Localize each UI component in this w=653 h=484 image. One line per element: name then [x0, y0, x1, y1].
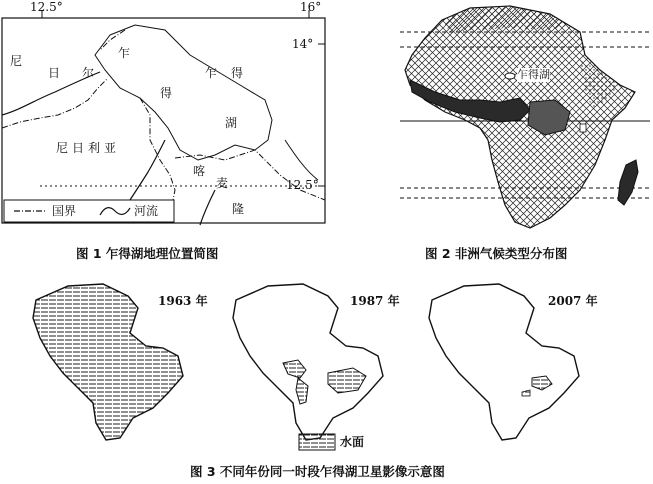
- figure-3-caption: 图 3 不同年份同一时段乍得湖卫星影像示意图: [190, 464, 445, 479]
- label-nigeria: 尼日利亚: [56, 141, 121, 155]
- label-niger-3: 尔: [82, 66, 95, 80]
- label-cameroon-1: 喀: [193, 164, 206, 178]
- figure-1-map: [0, 0, 330, 240]
- legend-river-label: 河流: [134, 204, 159, 218]
- year-1987: 1987 年: [350, 294, 400, 308]
- figure-1-caption: 图 1 乍得湖地理位置简图: [76, 246, 219, 261]
- water-legend-label: 水面: [340, 435, 365, 449]
- label-chad-lake-3: 湖: [225, 116, 238, 130]
- fig2-lake-label: 乍得湖: [517, 68, 550, 81]
- legend-border-label: 国界: [52, 204, 77, 218]
- fig1-lat-top: 14°: [292, 37, 314, 51]
- label-chad-lake-2: 得: [160, 86, 173, 100]
- africa-climate-map: [380, 0, 650, 240]
- fig1-lat-bottom: 12.5°: [286, 178, 319, 192]
- label-niger-2: 日: [48, 66, 61, 80]
- label-chad-country: 乍得: [205, 66, 258, 80]
- water-legend-swatch: [298, 433, 338, 453]
- fig1-lon-right: 16°: [300, 0, 322, 14]
- year-1963: 1963 年: [158, 294, 208, 308]
- year-2007: 2007 年: [548, 294, 598, 308]
- figure-2-caption: 图 2 非洲气候类型分布图: [425, 246, 568, 261]
- label-niger-1: 尼: [10, 54, 23, 68]
- figure-3: [0, 270, 653, 484]
- label-cameroon-2: 麦: [216, 176, 229, 190]
- label-chad-lake-1: 乍: [118, 46, 131, 60]
- fig1-lon-left: 12.5°: [30, 0, 63, 14]
- label-cameroon-3: 隆: [232, 202, 245, 216]
- figure-2: [380, 0, 650, 260]
- figure-1: [0, 0, 330, 261]
